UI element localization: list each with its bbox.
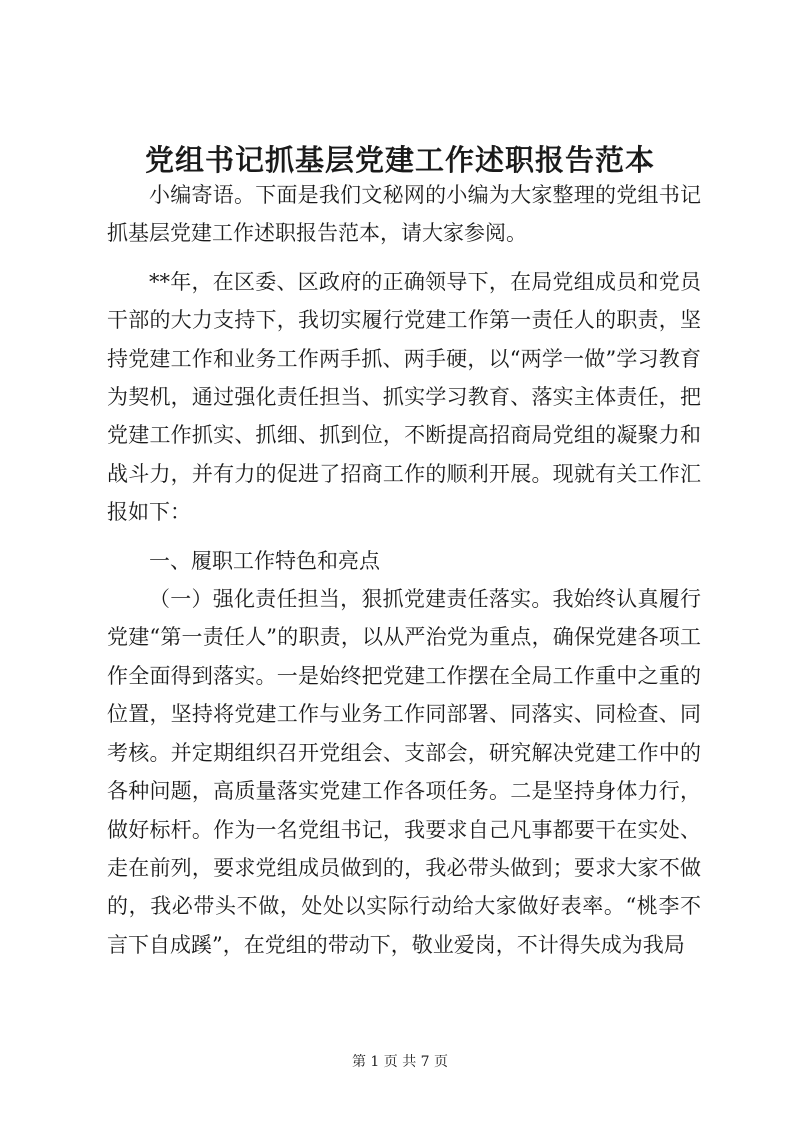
body-paragraph-1: **年，在区委、区政府的正确领导下，在局党组成员和党员干部的大力支持下，我切实履行党建工作第一责任人的职责，坚持党建工作和业务工作两手抓、两手硬，以“两学一做”学习教育为契机，通过强化责任担当、抓实学习教育、落实主体责任，把党建工作抓实、抓细、抓到位，不断提高招商局党组的凝聚力和战斗力，并有力的促进了招商工作的顺利开展。现就有关工作汇报如下： — [107, 269, 701, 525]
section-heading: 一、履职工作特色和亮点 — [149, 548, 380, 573]
intro-paragraph: 小编寄语。下面是我们文秘网的小编为大家整理的党组书记抓基层党建工作述职报告范本，请大家参阅。 — [107, 183, 701, 246]
page-footer: 第 1 页 共 7 页 — [351, 1054, 449, 1070]
document-body — [107, 176, 701, 964]
body-paragraph-2: （一）强化责任担当，狠抓党建责任落实。我始终认真履行党建“第一责任人”的职责，以从严治党为重点，确保党建各项工作全面得到落实。一是始终把党建工作摆在全局工作重中之重的位置，坚持将党建工作与业务工作同部署、同落实、同检查、同考核。并定期组织召开党组会、支部会，研究解决党建工作中的各种问题，高质量落实党建工作各项任务。二是坚持身体力行，做好标杆。作为一名党组书记，我要求自己凡事都要干在实处、走在前列，要求党组成员做到的，我必带头做到；要求大家不做的，我必带头不做，处处以实际行动给大家做好表率。“桃李不言下自成蹊”，在党组的带动下，敬业爱岗，不计得失成为我局 — [107, 587, 701, 957]
document-title: 党组书记抓基层党建工作述职报告范本 — [144, 143, 655, 177]
